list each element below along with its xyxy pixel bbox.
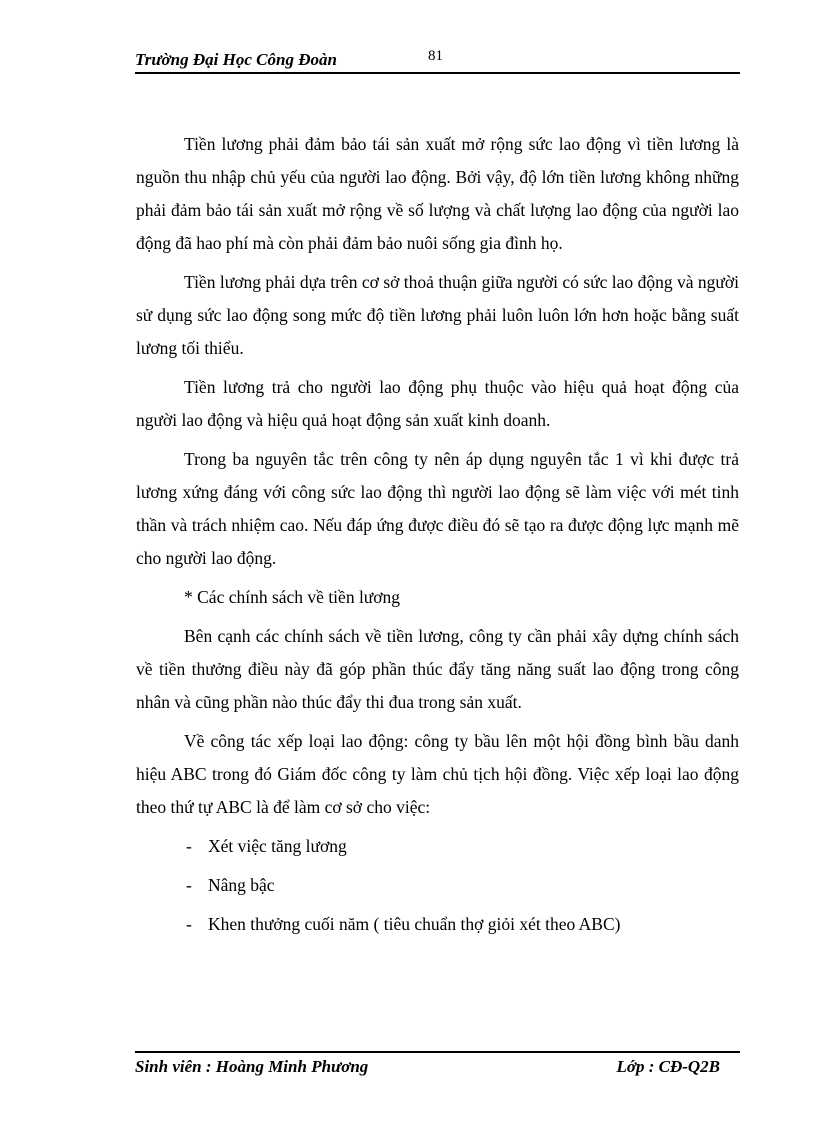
list-item-text: Nâng bậc xyxy=(208,875,275,895)
list-item xyxy=(136,908,739,941)
class-name: Lớp : CĐ-Q2B xyxy=(616,1057,720,1076)
bullet-dash: - xyxy=(186,836,192,856)
page-header xyxy=(135,46,740,74)
list-item xyxy=(136,830,739,863)
page-footer xyxy=(135,1051,740,1083)
student-name: Sinh viên : Hoàng Minh Phương xyxy=(135,1057,369,1076)
document-body xyxy=(136,128,739,947)
school-name: Trường Đại Học Công Đoàn xyxy=(135,50,337,69)
paragraph: Trong ba nguyên tắc trên công ty nên áp dụng nguyên tắc 1 vì khi được trả lương xứng đáng với công sức lao động thì người lao động sẽ làm việc với mét tinh thần và trách nhiệm cao. Nếu đáp ứng được điều đó sẽ tạo ra được động lực mạnh mẽ cho người lao động. xyxy=(136,449,739,568)
list-item xyxy=(136,869,739,902)
paragraph: Tiền lương phải dựa trên cơ sở thoả thuận giữa người có sức lao động và người sử dụng sức lao động song mức độ tiền lương phải luôn luôn lớn hơn hoặc bằng suất lương tối thiểu. xyxy=(136,272,739,358)
bullet-list xyxy=(136,830,739,941)
bullet-dash: - xyxy=(186,914,192,934)
bullet-dash: - xyxy=(186,875,192,895)
paragraph: Bên cạnh các chính sách về tiền lương, công ty cần phải xây dựng chính sách về tiền thưởng điều này đã góp phần thúc đẩy tăng năng suất lao động trong công nhân và cũng phần nào thúc đẩy thi đua trong sản xuất. xyxy=(136,626,739,712)
page-number: 81 xyxy=(428,48,443,64)
list-item-text: Khen thưởng cuối năm ( tiêu chuẩn thợ giỏi xét theo ABC) xyxy=(208,914,621,934)
section-heading: * Các chính sách về tiền lương xyxy=(184,587,401,607)
paragraph: Về công tác xếp loại lao động: công ty bầu lên một hội đồng bình bầu danh hiệu ABC trong đó Giám đốc công ty làm chủ tịch hội đồng. Việc xếp loại lao động theo thứ tự ABC là để làm cơ sở cho việc: xyxy=(136,731,739,817)
paragraph: Tiền lương trả cho người lao động phụ thuộc vào hiệu quả hoạt động của người lao động và hiệu quả hoạt động sản xuất kinh doanh. xyxy=(136,377,739,430)
paragraph: Tiền lương phải đảm bảo tái sản xuất mở rộng sức lao động vì tiền lương là nguồn thu nhập chủ yếu của người lao động. Bởi vậy, độ lớn tiền lương không những phải đảm bảo tái sản xuất mở rộng về số lượng và chất lượng lao động của người lao động đã hao phí mà còn phải đảm bảo nuôi sống gia đình họ. xyxy=(136,134,739,253)
list-item-text: Xét việc tăng lương xyxy=(208,836,347,856)
